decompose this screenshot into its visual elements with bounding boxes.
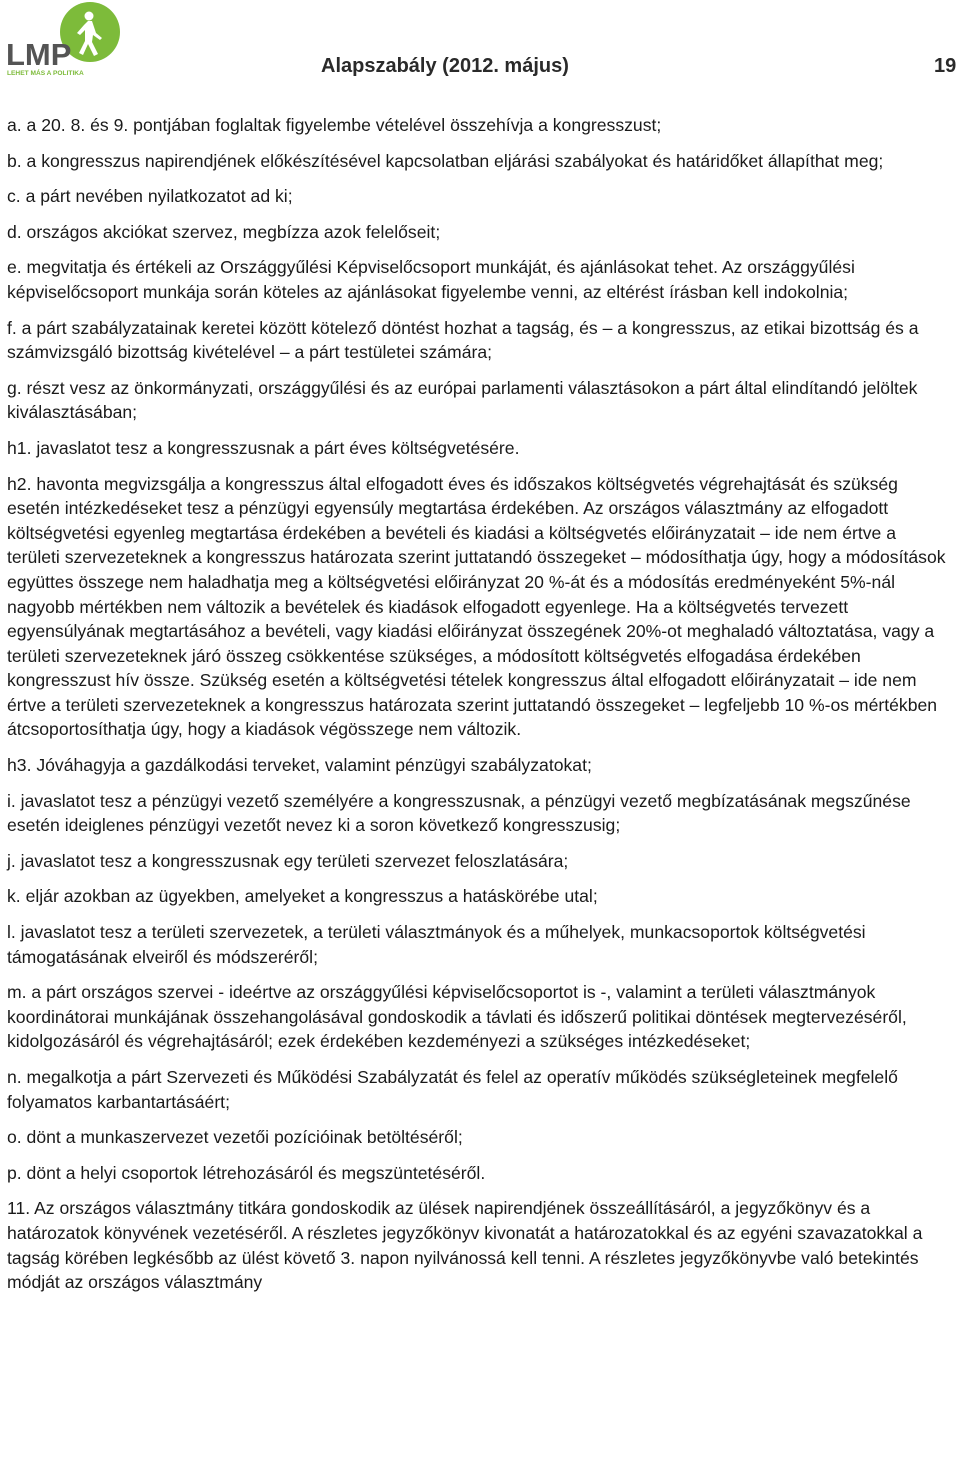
list-item-a: a. a 20. 8. és 9. pontjában foglaltak figyelembe vételével összehívja a kongresszust; (7, 115, 662, 135)
list-item-k: k. eljár azokban az ügyekben, amelyeket a kongresszus a hatáskörébe utal; (7, 886, 598, 907)
lmp-logo-graphic (4, 2, 122, 78)
list-item-p: p. dönt a helyi csoportok létrehozásáról és megszüntetéséről. (7, 1162, 486, 1183)
list-item-b: b. a kongresszus napirendjének előkészítésével kapcsolatban eljárási szabályokat és határidőket állapíthat meg; (7, 150, 884, 171)
list-item-l: l. javaslatot tesz a területi szervezetek, a területi választmányok és a műhelyek, munkacsoportok költségvetési támogatásának elveiről és módszeréről; (7, 922, 866, 967)
list-item-c: c. a párt nevében nyilatkozatot ad ki; (7, 186, 293, 207)
walking-person-head (85, 12, 94, 21)
page-number: 19 (934, 55, 957, 77)
list-item-m: m. a párt országos szervei - ideértve az országgyűlési képviselőcsoportot is -, valamint a területi választmányok koordinátorai munkájának összehangolásával gondoskodik a távlati és időszerű politikai döntések megtervezéséről, kidolgozásáról és végrehajtásáról; ezek érdekében kezdeményezi a szükséges intézkedéseket; (7, 982, 907, 1052)
list-item-o: o. dönt a munkaszervezet vezetői pozícióinak betöltéséről; (7, 1127, 463, 1148)
document-body (7, 113, 953, 1306)
list-item-f: f. a párt szabályzatainak keretei között kötelező döntést hozhat a tagság, és – a kongresszus, az etikai bizottság és a számvizsgáló bizottság kivételével – a párt testületei számára; (7, 317, 919, 363)
list-item-h2: h2. havonta megvizsgálja a kongresszus által elfogadott éves és időszakos költségvetés végrehajtását és szükség esetén intézkedéseket tesz a pénzügyi egyensúly megtartása érdekében. Az országos választmány az elfogadott költségvetési egyenleg megtartása érdekében a bevételi és kiadási a költségvetés előirányzatait – ide nem értve a területi szervezeteknek a kongresszus határozata szerint juttatandó összegeket – módosíthatja úgy, hogy a módosítások együttes összege nem haladhatja meg a költségvetési előirányzat 20 %-át és a módosítás eredményeként 5%-nál nagyobb mértékben nem változik a bevételek és kiadások elfogadott egyenlege. Ha a költségvetés tervezett egyensúlyának megtartásához a bevételi, vagy kiadási előirányzat összegének 20%-ot meghaladó változtatása, vagy a területi szervezeteknek járó összeg csökkentése szükséges, a módosított költségvetés elfogadása érdekében kongresszust hív össze. Szükség esetén a költségvetési tételek kongresszus által elfogadott előirányzatait – ide nem értve a területi szervezeteknek a kongresszus határozata szerint juttatandó összegeket – legfeljebb 10 %-os mértékben átcsoportosíthatja úgy, hogy a kiadások végösszege nem változik. (7, 473, 946, 740)
list-item-n: n. megalkotja a párt Szervezeti és Működési Szabályzatát és felel az operatív működés szükségleteinek megfelelő folyamatos karbantartásáért; (7, 1067, 898, 1112)
list-item-g: g. részt vesz az önkormányzati, országgyűlési és az európai parlamenti választásokon a párt által elindítandó jelöltek kiválasztásában; (7, 377, 918, 423)
list-item-d: d. országos akciókat szervez, megbízza azok felelőseit; (7, 221, 441, 242)
list-item-h3: h3. Jóváhagyja a gazdálkodási terveket, valamint pénzügyi szabályzatokat; (7, 755, 592, 776)
lmp-logo (4, 2, 122, 78)
list-item-h1: h1. javaslatot tesz a kongresszusnak a párt éves költségvetésére. (7, 437, 520, 458)
logo-slogan: LEHET MÁS A POLITIKA (7, 70, 84, 77)
list-item-j: j. javaslatot tesz a kongresszusnak egy területi szervezet feloszlatására; (7, 850, 569, 871)
section-11-paragraph: 11. Az országos választmány titkára gondoskodik az ülések napirendjének összeállításáról, a jegyzőkönyv és a határozatok könyvének vezetéséről. A részletes jegyzőkönyv kivonatát a határozatokkal és az egyéni szavazatokkal a tagság körében legkésőbb az ülést követő 3. napon nyilvánossá kell tenni. A részletes jegyzőkönyvbe való betekintés módját az országos választmány (7, 1198, 923, 1293)
page-header (0, 0, 960, 92)
list-item-i: i. javaslatot tesz a pénzügyi vezető személyére a kongresszusnak, a pénzügyi vezető megbízatásának megszűnése esetén ideiglenes pénzügyi vezetőt nevez ki a soron következő kongresszusig; (7, 790, 911, 836)
logo-wordmark: LMP (6, 37, 72, 72)
list-item-e: e. megvitatja és értékeli az Országgyűlési Képviselőcsoport munkáját, és ajánlásokat tehet. Az országgyűlési képviselőcsoport munkája során köteles az ajánlásokat figyelembe venni, az eltérést írásban kell indokolnia; (7, 257, 855, 302)
document-title: Alapszabály (2012. május) (321, 55, 569, 77)
